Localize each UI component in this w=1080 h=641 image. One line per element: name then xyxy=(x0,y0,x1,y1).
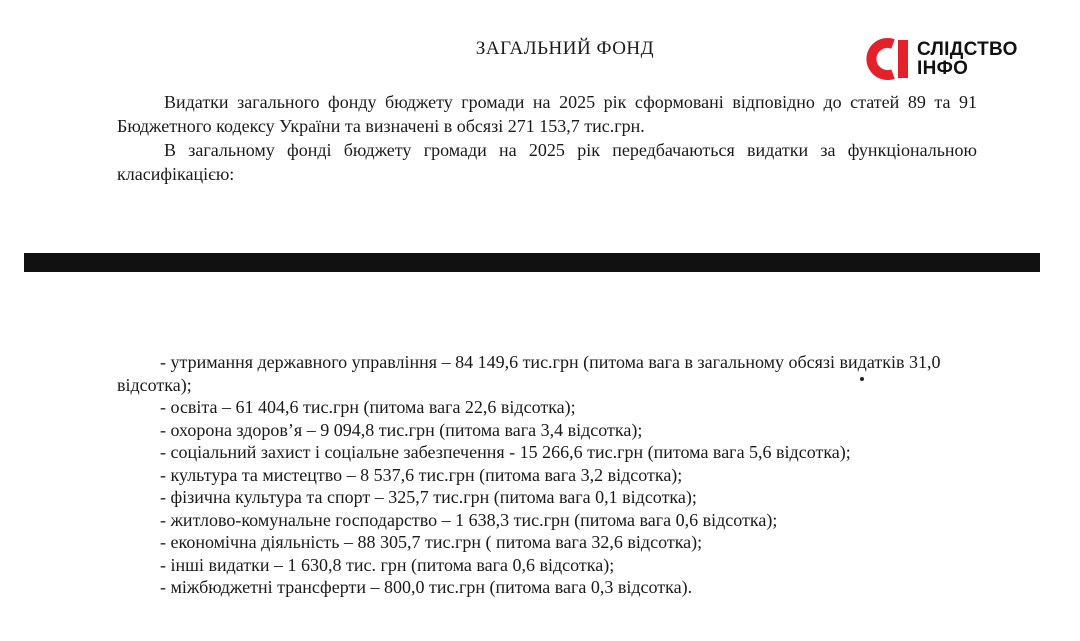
classification-paragraph: В загальному фонді бюджету громади на 2025 рік передбачаються видатки за функціональною класифікацією: xyxy=(117,140,977,184)
list-item: - житлово-комунальне господарство – 1 638,3 тис.грн (питома вага 0,6 відсотка); xyxy=(160,509,778,530)
list-item: - утримання державного управління – 84 149,6 тис.грн (питома вага в загальному обсязі видатків 31,0 відсотка); xyxy=(117,352,941,395)
list-item: - освіта – 61 404,6 тис.грн (питома вага 22,6 відсотка); xyxy=(160,397,576,417)
list-item: - фізична культура та спорт – 325,7 тис.грн (питома вага 0,1 відсотка); xyxy=(160,487,697,507)
list-item: - економічна діяльність – 88 305,7 тис.грн ( питома вага 32,6 відсотка); xyxy=(160,532,703,552)
scan-speck xyxy=(860,377,864,381)
list-item: - інші видатки – 1 630,8 тис. грн (питома вага 0,6 відсотка); xyxy=(160,554,615,575)
logo-mark-icon xyxy=(863,38,911,80)
logo-text: СЛІДСТВО ІНФО xyxy=(917,39,1018,79)
intro-paragraph: Видатки загального фонду бюджету громади на 2025 рік сформовані відповідно до статей 89 та 91 Бюджетного кодексу України та визначені в обсязі 271 153,7 тис.грн. xyxy=(117,92,977,136)
slidstvo-info-logo xyxy=(863,38,1033,82)
list-item: - культура та мистецтво – 8 537,6 тис.грн (питома вага 3,2 відсотка); xyxy=(160,464,683,485)
list-item: - міжбюджетні трансферти – 800,0 тис.грн (питома вага 0,3 відсотка). xyxy=(160,577,693,597)
redaction-bar xyxy=(24,253,1040,272)
list-item: - охорона здоров’я – 9 094,8 тис.грн (питома вага 3,4 відсотка); xyxy=(160,419,643,440)
list-item: - соціальний захист і соціальне забезпечення - 15 266,6 тис.грн (питома вага 5,6 відсотка); xyxy=(160,442,851,462)
expenditure-list xyxy=(117,351,977,599)
page-title: ЗАГАЛЬНИЙ ФОНД xyxy=(475,38,655,59)
